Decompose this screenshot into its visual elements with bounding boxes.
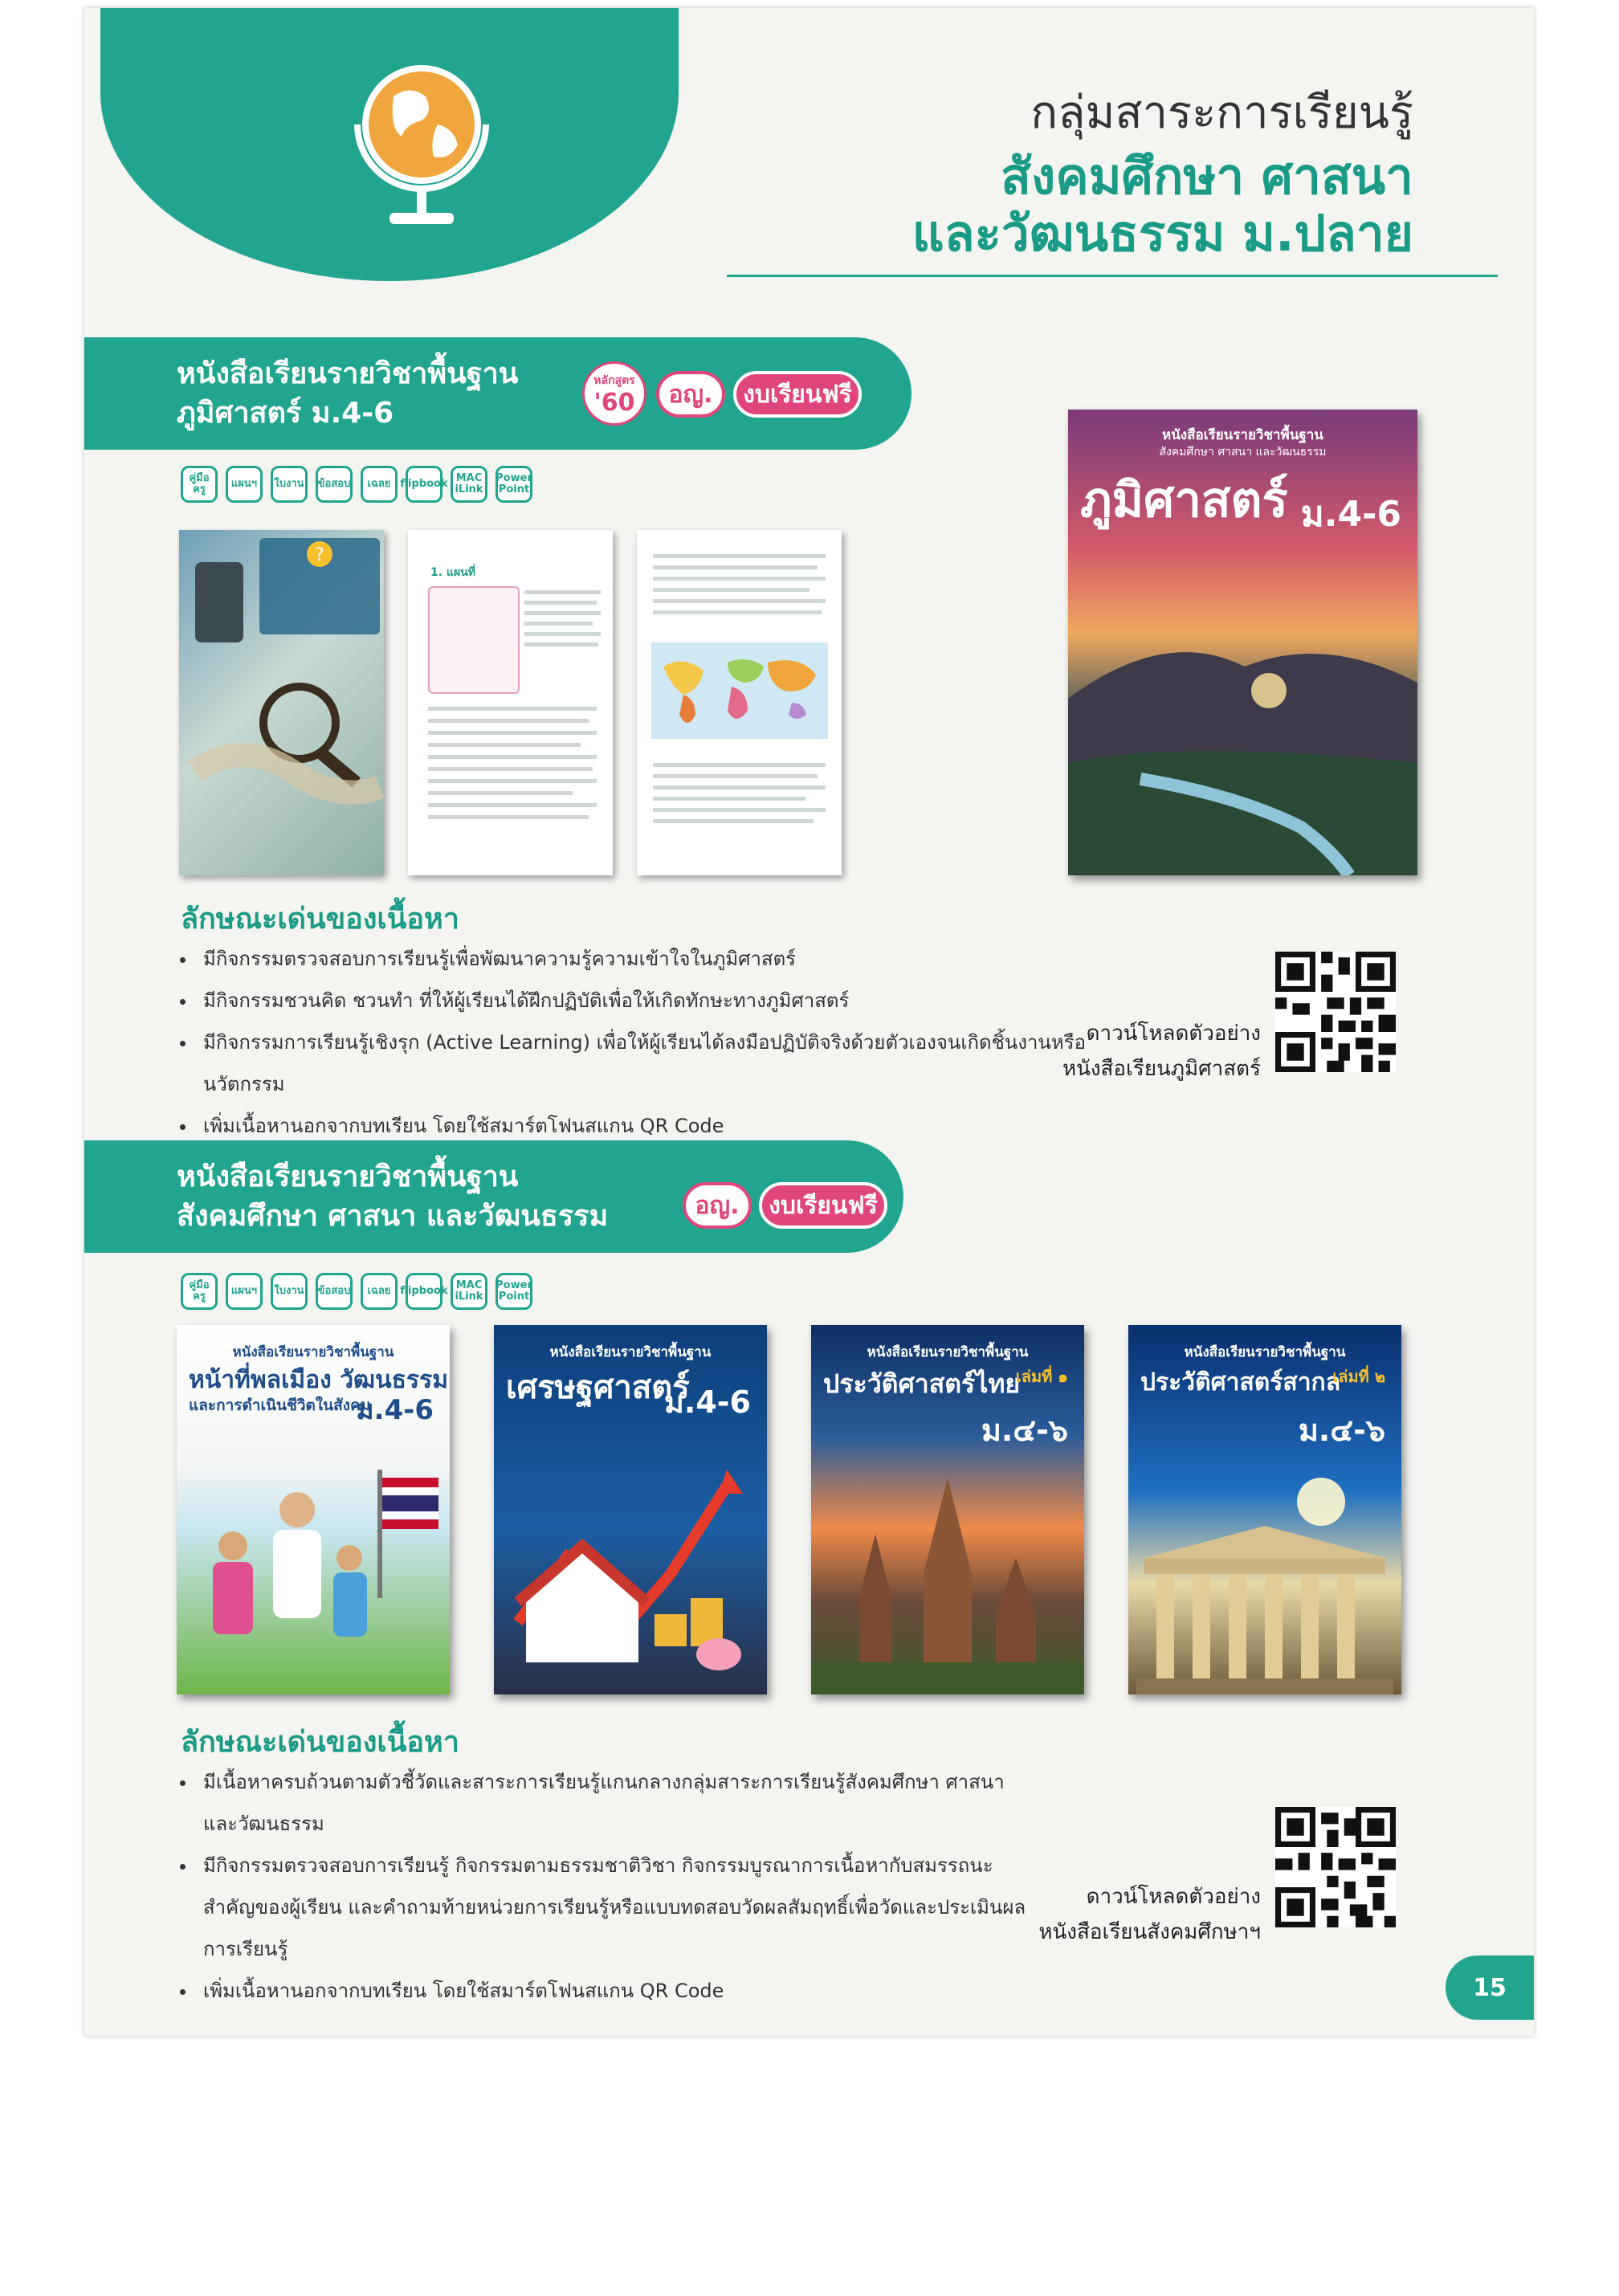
- curriculum-badge-year: '60: [593, 389, 635, 417]
- cover-level: ม.4-6: [356, 1394, 434, 1426]
- worksheet-icon[interactable]: ใบงาน: [271, 1273, 308, 1310]
- section2-features-list: [173, 1761, 1040, 2012]
- section1-features-heading: ลักษณะเด่นของเนื้อหา: [181, 903, 459, 936]
- sample-quote-box: [428, 586, 520, 694]
- feature-item: • มีกิจกรรมการเรียนรู้เชิงรุก (Active Learning) เพื่อให้ผู้เรียนได้ลงมือปฏิบัติจริงด้วยตัวเองจนเกิดชิ้นงานหรือนวัตกรรม: [197, 1022, 1120, 1105]
- section2-title-line2: สังคมศึกษา ศาสนา และวัฒนธรรม: [177, 1199, 609, 1233]
- authorized-pill: อญ.: [683, 1182, 752, 1229]
- temple-ruins-illustration: [811, 1462, 1084, 1694]
- free-budget-pill: งบเรียนฟรี: [733, 371, 862, 418]
- free-budget-pill: งบเรียนฟรี: [759, 1182, 887, 1229]
- cover-level: ม.๔-๖: [1298, 1413, 1385, 1448]
- economics-book-cover[interactable]: [494, 1325, 767, 1694]
- cover-level: ม.๔-๖: [981, 1413, 1068, 1448]
- social-studies-qr-caption: [976, 1879, 1261, 1950]
- cover-header: หนังสือเรียนรายวิชาพื้นฐาน: [232, 1344, 394, 1360]
- lesson-plan-icon[interactable]: แผนฯ: [226, 1273, 263, 1310]
- feature-item: • มีกิจกรรมชวนคิด ชวนทำ ที่ให้ผู้เรียนได้ฝึกปฏิบัติเพื่อให้เกิดทักษะทางภูมิศาสตร์: [197, 980, 1120, 1022]
- cover-subheader: สังคมศึกษา ศาสนา และวัฒนธรรม: [1159, 446, 1327, 459]
- cover-header: หนังสือเรียนรายวิชาพื้นฐาน: [867, 1344, 1029, 1360]
- teacher-guide-icon[interactable]: คู่มือครู: [181, 466, 218, 503]
- lesson-plan-icon[interactable]: แผนฯ: [226, 466, 263, 503]
- section1-title-line2: ภูมิศาสตร์ ม.4-6: [177, 396, 394, 430]
- qr-caption-line2: หนังสือเรียนสังคมศึกษาฯ: [1038, 1920, 1261, 1944]
- powerpoint-icon[interactable]: Power Point: [495, 1273, 532, 1310]
- powerpoint-icon[interactable]: Power Point: [495, 466, 532, 503]
- social-studies-qr-code[interactable]: [1275, 1807, 1396, 1927]
- cover-volume: เล่มที่ ๒: [1332, 1367, 1385, 1386]
- exam-icon[interactable]: ข้อสอบ: [316, 1273, 353, 1310]
- feature-item: • มีเนื้อหาครบถ้วนตามตัวชี้วัดและสาระการเรียนรู้แกนกลางกลุ่มสาระการเรียนรู้สังคมศึกษา ศาสนา และวัฒนธรรม: [197, 1761, 1040, 1845]
- feature-item: • มีกิจกรรมตรวจสอบการเรียนรู้เพื่อพัฒนาความรู้ความเข้าใจในภูมิศาสตร์: [197, 938, 1120, 980]
- cover-header: หนังสือเรียนรายวิชาพื้นฐาน: [1184, 1344, 1346, 1360]
- feature-item: • เพิ่มเนื้อหานอกจากบทเรียน โดยใช้สมาร์ตโฟนสแกน QR Code: [197, 1970, 1040, 2012]
- answer-key-icon[interactable]: เฉลย: [361, 1273, 398, 1310]
- worksheet-icon[interactable]: ใบงาน: [271, 466, 308, 503]
- feature-item: • เพิ่มเนื้อหานอกจากบทเรียน โดยใช้สมาร์ตโฟนสแกน QR Code: [197, 1105, 1120, 1147]
- cover-level: ม.4-6: [1300, 494, 1401, 535]
- svg-text:?: ?: [315, 545, 324, 565]
- teacher-guide-icon[interactable]: คู่มือครู: [181, 1273, 218, 1310]
- page-number: 15: [1446, 1955, 1534, 2020]
- feature-item: • มีกิจกรรมตรวจสอบการเรียนรู้ กิจกรรมตามธรรมชาติวิชา กิจกรรมบูรณาการเนื้อหากับสมรรถนะสำคัญของผู้เรียน และคำถามท้ายหน่วยการเรียนรู้หรือแบบทดสอบวัดผลสัมฤทธิ์เพื่อวัดและประเมินผลการเรียนรู้: [197, 1845, 1040, 1970]
- people-flag-illustration: [177, 1470, 450, 1694]
- globe-icon: [349, 52, 494, 237]
- section1-resource-icons: [181, 466, 532, 503]
- mac-ilink-icon[interactable]: MAC iLink: [451, 466, 487, 503]
- subject-title: [912, 76, 1413, 263]
- answer-key-icon[interactable]: เฉลย: [361, 466, 398, 503]
- sample-page-heading: 1. แผนที่: [430, 566, 475, 579]
- world-map-illustration: [651, 642, 828, 739]
- subject-line1: กลุ่มสาระการเรียนรู้: [1030, 87, 1413, 139]
- geography-qr-caption: [976, 1016, 1261, 1087]
- flipbook-icon[interactable]: flipbook: [406, 466, 442, 503]
- mac-ilink-icon[interactable]: MAC iLink: [451, 1273, 487, 1310]
- section2-resource-icons: [181, 1273, 532, 1310]
- sample-page-world-map: [637, 530, 842, 875]
- civics-book-cover[interactable]: [177, 1325, 450, 1694]
- cover-title: หน้าที่พลเมือง วัฒนธรรม: [189, 1366, 448, 1394]
- landscape-illustration: [1068, 634, 1417, 875]
- cover-title: เศรษฐศาสตร์: [506, 1369, 690, 1406]
- qr-caption-line2: หนังสือเรียนภูมิศาสตร์: [1062, 1057, 1261, 1081]
- subject-line3: และวัฒนธรรม ม.ปลาย: [911, 204, 1413, 263]
- geography-book-cover[interactable]: [1068, 410, 1417, 875]
- cover-volume: เล่มที่ ๑: [1015, 1367, 1068, 1386]
- map-photo-illustration: [179, 530, 384, 875]
- section1-title-line1: หนังสือเรียนรายวิชาพื้นฐาน: [177, 357, 519, 390]
- title-underline: [727, 275, 1498, 277]
- cover-title: ประวัติศาสตร์ไทย: [823, 1368, 1021, 1399]
- geography-qr-code[interactable]: [1275, 952, 1396, 1072]
- thai-history-book-cover[interactable]: [811, 1325, 1084, 1694]
- house-growth-illustration: [494, 1462, 767, 1694]
- cover-title2: และการดำเนินชีวิตในสังคม: [189, 1397, 371, 1414]
- subject-line2: สังคมศึกษา ศาสนา: [1001, 147, 1413, 206]
- world-history-book-cover[interactable]: [1128, 1325, 1401, 1694]
- sample-page-map-photo: [179, 530, 384, 875]
- cover-header: หนังสือเรียนรายวิชาพื้นฐาน: [1162, 427, 1323, 443]
- exam-icon[interactable]: ข้อสอบ: [316, 466, 353, 503]
- curriculum-badge-label: หลักสูตร: [593, 374, 635, 387]
- parthenon-illustration: [1128, 1462, 1401, 1694]
- cover-level: ม.4-6: [663, 1385, 751, 1420]
- section2-features-heading: ลักษณะเด่นของเนื้อหา: [181, 1726, 459, 1759]
- sample-page-text: [408, 530, 613, 875]
- catalog-page: [84, 8, 1534, 2036]
- cover-header: หนังสือเรียนรายวิชาพื้นฐาน: [549, 1344, 712, 1360]
- qr-caption-line1: ดาวน์โหลดตัวอย่าง: [1086, 1022, 1261, 1046]
- cover-title: ประวัติศาสตร์สากล: [1140, 1368, 1341, 1397]
- curriculum-badge: [582, 361, 646, 426]
- section2-title-line1: หนังสือเรียนรายวิชาพื้นฐาน: [177, 1160, 519, 1193]
- qr-caption-line1: ดาวน์โหลดตัวอย่าง: [1086, 1885, 1261, 1909]
- flipbook-icon[interactable]: flipbook: [406, 1273, 442, 1310]
- authorized-pill: อญ.: [656, 371, 725, 418]
- cover-title: ภูมิศาสตร์: [1080, 472, 1288, 528]
